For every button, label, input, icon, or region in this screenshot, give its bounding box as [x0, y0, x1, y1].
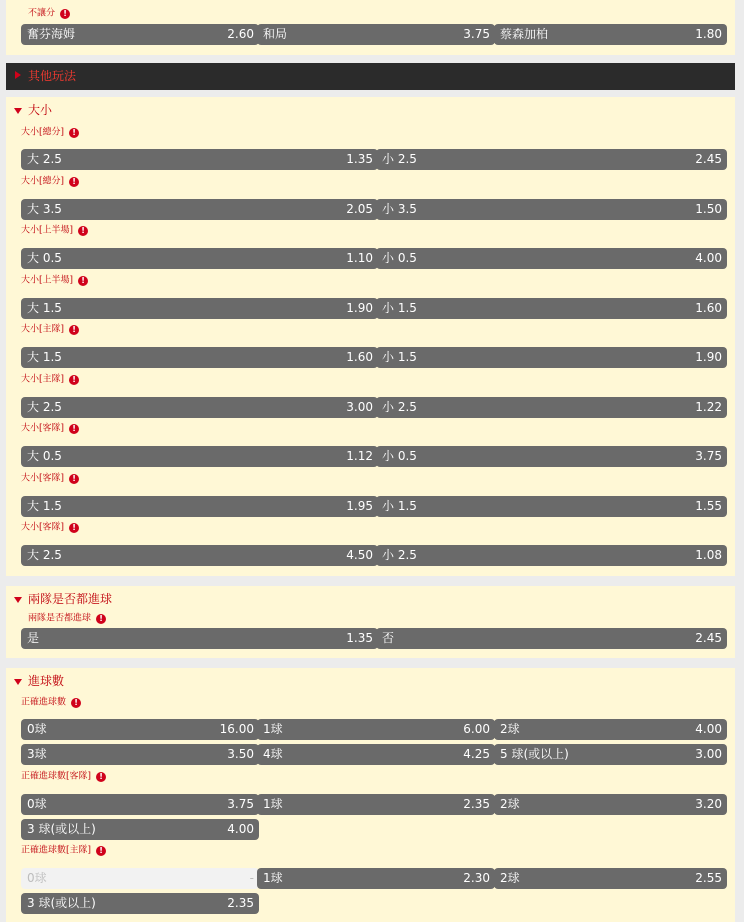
odds-value: 1.90: [346, 301, 373, 315]
odds-label: 大 2.5: [27, 400, 62, 414]
btts-panel: [6, 586, 735, 658]
odds-label: 小 1.5: [382, 350, 417, 364]
odds-value: 1.50: [695, 202, 722, 216]
odds-value: 1.90: [695, 350, 722, 364]
odds-value: 1.22: [695, 400, 722, 414]
odds-label: 3 球(或以上): [27, 822, 96, 836]
odds-button-over[interactable]: [21, 545, 378, 566]
subheading: 大小[上半場] !: [21, 273, 88, 285]
odds-value: 3.75: [463, 27, 490, 41]
info-icon[interactable]: !: [78, 276, 88, 286]
section-title: 其他玩法: [28, 69, 77, 83]
odds-button-yes[interactable]: [21, 628, 378, 649]
odds-label: 蔡森加柏: [500, 27, 549, 41]
odds-value: 4.00: [227, 822, 254, 836]
odds-label: 2球: [500, 871, 520, 885]
odds-label: 奮芬海姆: [27, 27, 76, 41]
odds-button-under[interactable]: [376, 347, 727, 368]
odds-value: 4.00: [695, 251, 722, 265]
odds-value: 3.50: [227, 747, 254, 761]
odds-value: 1.12: [346, 449, 373, 463]
other-markets-section-bar[interactable]: [6, 63, 735, 90]
odds-label: 0球: [27, 871, 47, 885]
odds-label: 小 2.5: [382, 548, 417, 562]
odds-value: 3.75: [695, 449, 722, 463]
info-icon[interactable]: !: [69, 325, 79, 335]
odds-value: 1.55: [695, 499, 722, 513]
subheading: 大小[上半場] !: [21, 223, 88, 235]
info-icon[interactable]: !: [69, 523, 79, 533]
subheading: 大小[客隊] !: [21, 471, 79, 483]
info-icon[interactable]: !: [96, 846, 106, 856]
odds-label: 小 0.5: [382, 251, 417, 265]
odds-value: 1.95: [346, 499, 373, 513]
odds-button[interactable]: [21, 893, 259, 914]
odds-button-disabled: [21, 868, 259, 889]
odds-value: 3.00: [346, 400, 373, 414]
odds-value: 2.45: [695, 631, 722, 645]
odds-button[interactable]: [257, 719, 495, 740]
group-title: 進球數: [28, 674, 65, 688]
odds-button-over[interactable]: [21, 149, 378, 170]
odds-value: 4.50: [346, 548, 373, 562]
odds-button[interactable]: [494, 744, 727, 765]
odds-button-under[interactable]: [376, 397, 727, 418]
subheading: 正確進球數[主隊] !: [21, 843, 106, 855]
odds-label: 大 0.5: [27, 251, 62, 265]
odds-button-over[interactable]: [21, 199, 378, 220]
odds-label: 1球: [263, 871, 283, 885]
odds-value: 2.55: [695, 871, 722, 885]
caret-down-icon: [14, 679, 22, 685]
odds-button-over[interactable]: [21, 347, 378, 368]
odds-label: 3 球(或以上): [27, 896, 96, 910]
match-result-panel: [6, 0, 735, 55]
odds-label: 小 1.5: [382, 499, 417, 513]
odds-label: 小 0.5: [382, 449, 417, 463]
odds-value: 3.00: [695, 747, 722, 761]
odds-value: 2.60: [227, 27, 254, 41]
info-icon[interactable]: !: [96, 772, 106, 782]
odds-value: 1.10: [346, 251, 373, 265]
odds-label: 大 2.5: [27, 152, 62, 166]
odds-label: 2球: [500, 797, 520, 811]
subheading-match-result: 不讓分 !: [28, 6, 70, 18]
caret-down-icon: [14, 108, 22, 114]
odds-button-under[interactable]: [376, 496, 727, 517]
odds-label: 4球: [263, 747, 283, 761]
odds-label: 小 1.5: [382, 301, 417, 315]
odds-value: 1.60: [695, 301, 722, 315]
odds-label: 大 1.5: [27, 350, 62, 364]
odds-button-over[interactable]: [21, 298, 378, 319]
odds-button-under[interactable]: [376, 149, 727, 170]
caret-down-icon: [14, 597, 22, 603]
odds-label: 1球: [263, 722, 283, 736]
odds-value: 16.00: [219, 722, 254, 736]
odds-label: 和局: [263, 27, 288, 41]
totals-panel: [6, 97, 735, 576]
group-title: 兩隊是否都進球: [28, 592, 113, 606]
odds-label: 0球: [27, 722, 47, 736]
odds-button-no[interactable]: [376, 628, 727, 649]
subheading: 大小[客隊] !: [21, 421, 79, 433]
info-icon[interactable]: !: [69, 424, 79, 434]
odds-label: 小 2.5: [382, 400, 417, 414]
odds-button-home[interactable]: [21, 24, 259, 45]
odds-label: 小 2.5: [382, 152, 417, 166]
odds-label: 大 0.5: [27, 449, 62, 463]
odds-label: 大 2.5: [27, 548, 62, 562]
odds-value: 2.45: [695, 152, 722, 166]
info-icon[interactable]: !: [69, 474, 79, 484]
odds-value: 2.35: [227, 896, 254, 910]
odds-button[interactable]: [257, 868, 495, 889]
info-icon[interactable]: !: [69, 128, 79, 138]
odds-value: 1.08: [695, 548, 722, 562]
odds-value: 6.00: [463, 722, 490, 736]
subheading: 正確進球數[客隊] !: [21, 769, 106, 781]
odds-value: 1.35: [346, 152, 373, 166]
odds-label: 5 球(或以上): [500, 747, 569, 761]
odds-button[interactable]: [257, 744, 495, 765]
odds-label: 是: [27, 631, 40, 645]
odds-button-over[interactable]: [21, 446, 378, 467]
odds-label: 2球: [500, 722, 520, 736]
odds-value: 2.05: [346, 202, 373, 216]
odds-value: 2.35: [463, 797, 490, 811]
odds-button[interactable]: [21, 819, 259, 840]
odds-button-under[interactable]: [376, 248, 727, 269]
odds-value: 1.35: [346, 631, 373, 645]
odds-button[interactable]: [494, 719, 727, 740]
subheading: 正確進球數 !: [21, 695, 81, 707]
odds-label: 大 1.5: [27, 499, 62, 513]
odds-value: -: [249, 871, 254, 885]
odds-button-over[interactable]: [21, 496, 378, 517]
odds-button-away[interactable]: [494, 24, 727, 45]
info-icon[interactable]: !: [96, 614, 106, 624]
subheading: 大小[總分] !: [21, 174, 79, 186]
info-icon[interactable]: !: [78, 226, 88, 236]
goals-panel: [6, 668, 735, 922]
odds-button[interactable]: [494, 868, 727, 889]
odds-value: 1.60: [346, 350, 373, 364]
odds-button[interactable]: [21, 744, 259, 765]
odds-label: 小 3.5: [382, 202, 417, 216]
odds-button-draw[interactable]: [257, 24, 495, 45]
odds-label: 大 1.5: [27, 301, 62, 315]
odds-label: 3球: [27, 747, 47, 761]
odds-button-under[interactable]: [376, 446, 727, 467]
odds-button-under[interactable]: [376, 298, 727, 319]
odds-button-under[interactable]: [376, 545, 727, 566]
info-icon[interactable]: !: [69, 375, 79, 385]
info-icon[interactable]: !: [71, 698, 81, 708]
subheading: 大小[主隊] !: [21, 322, 79, 334]
info-icon[interactable]: !: [69, 177, 79, 187]
info-icon[interactable]: !: [60, 9, 70, 19]
odds-value: 4.25: [463, 747, 490, 761]
odds-button-over[interactable]: [21, 397, 378, 418]
odds-button[interactable]: [494, 794, 727, 815]
odds-value: 2.30: [463, 871, 490, 885]
odds-button[interactable]: [21, 719, 259, 740]
odds-label: 1球: [263, 797, 283, 811]
subheading: 大小[主隊] !: [21, 372, 79, 384]
odds-value: 3.75: [227, 797, 254, 811]
odds-button[interactable]: [257, 794, 495, 815]
odds-value: 3.20: [695, 797, 722, 811]
odds-value: 4.00: [695, 722, 722, 736]
subheading: 大小[客隊] !: [21, 520, 79, 532]
odds-button[interactable]: [21, 794, 259, 815]
odds-button-under[interactable]: [376, 199, 727, 220]
odds-label: 否: [382, 631, 395, 645]
subheading: 大小[總分] !: [21, 125, 79, 137]
subheading: 兩隊是否都進球 !: [28, 611, 106, 623]
odds-label: 大 3.5: [27, 202, 62, 216]
caret-right-icon: [15, 71, 21, 79]
odds-label: 0球: [27, 797, 47, 811]
odds-button-over[interactable]: [21, 248, 378, 269]
odds-value: 1.80: [695, 27, 722, 41]
group-title: 大小: [28, 103, 53, 117]
